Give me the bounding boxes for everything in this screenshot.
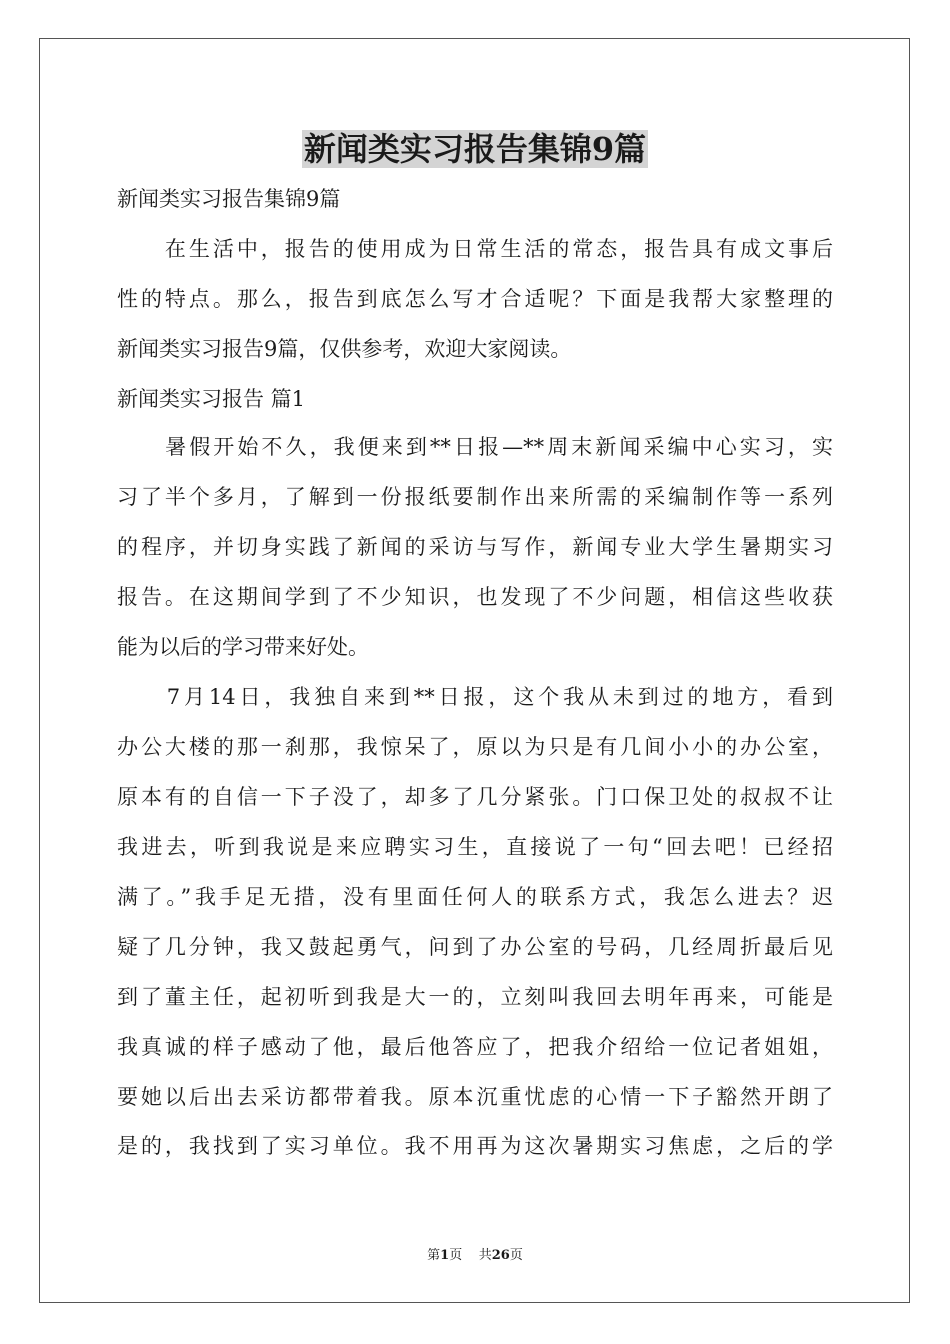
body-line: 我进去，听到我说是来应聘实习生，直接说了一句“回去吧！已经招	[117, 835, 833, 859]
body-line: 的程序，并切身实践了新闻的采访与写作，新闻专业大学生暑期实习	[117, 535, 833, 559]
page-footer	[0, 1247, 950, 1265]
body-line: 满了。”我手足无措，没有里面任何人的联系方式，我怎么进去？迟	[117, 885, 833, 909]
body-line: 在生活中，报告的使用成为日常生活的常态，报告具有成文事后	[117, 237, 833, 261]
body-line: 习了半个多月，了解到一份报纸要制作出来所需的采编制作等一系列	[117, 485, 833, 509]
footer-total-prefix: 共	[478, 1248, 492, 1263]
body-line: 要她以后出去采访都带着我。原本沉重忧虑的心情一下子豁然开朗了	[117, 1085, 833, 1109]
body-line: 新闻类实习报告9篇，仅供参考，欢迎大家阅读。	[117, 337, 572, 361]
body-line: 性的特点。那么，报告到底怎么写才合适呢？下面是我帮大家整理的	[117, 287, 833, 311]
footer-total-label: 页	[509, 1248, 523, 1263]
body-line: 新闻类实习报告 篇1	[117, 387, 306, 411]
body-line: 新闻类实习报告集锦9篇	[117, 187, 341, 211]
document-title	[0, 126, 950, 172]
footer-total-pages: 26	[491, 1248, 510, 1263]
body-line: 我真诚的样子感动了他，最后他答应了，把我介绍给一位记者姐姐，	[117, 1035, 833, 1059]
footer-page-label: 页	[449, 1248, 463, 1263]
footer-page-prefix: 第	[427, 1248, 441, 1263]
body-line: 到了董主任，起初听到我是大一的，立刻叫我回去明年再来，可能是	[117, 985, 833, 1009]
body-line: 疑了几分钟，我又鼓起勇气，问到了办公室的号码，几经周折最后见	[117, 935, 833, 959]
footer-page-number: 1	[440, 1248, 450, 1263]
body-line: 报告。在这期间学到了不少知识，也发现了不少问题，相信这些收获	[117, 585, 833, 609]
body-line: 原本有的自信一下子没了，却多了几分紧张。门口保卫处的叔叔不让	[117, 785, 833, 809]
document-title-text: 新闻类实习报告集锦9篇	[303, 130, 647, 168]
body-line: 能为以后的学习带来好处。	[117, 635, 369, 659]
body-line: 办公大楼的那一刹那，我惊呆了，原以为只是有几间小小的办公室，	[117, 735, 833, 759]
body-line: 是的，我找到了实习单位。我不用再为这次暑期实习焦虑，之后的学	[117, 1134, 833, 1158]
body-line: 暑假开始不久，我便来到**日报—**周末新闻采编中心实习，实	[117, 435, 833, 459]
body-line: 7月14日，我独自来到**日报，这个我从未到过的地方，看到	[117, 685, 833, 709]
page-border	[39, 38, 910, 1303]
